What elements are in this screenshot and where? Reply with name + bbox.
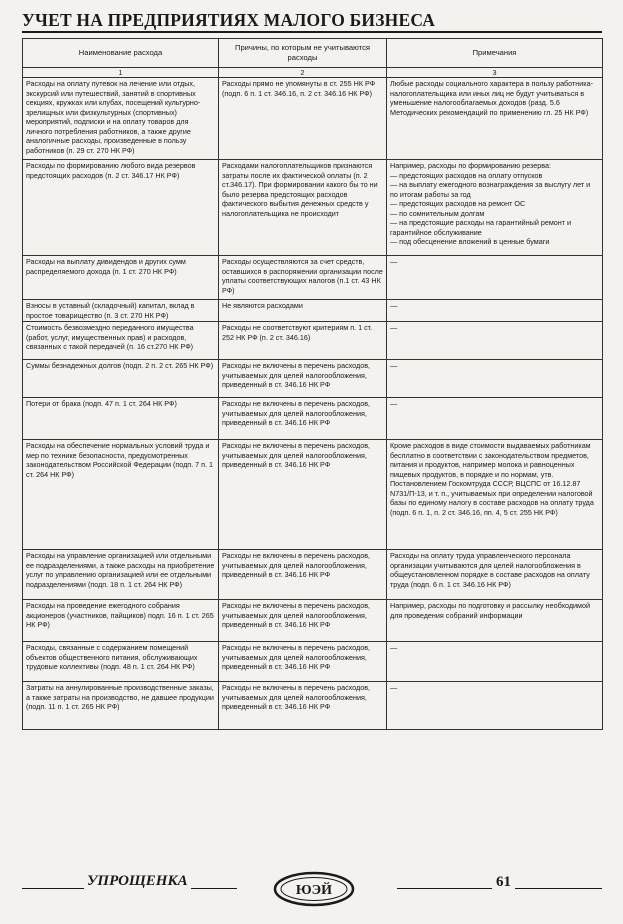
- column-header-notes: Примечания: [387, 39, 603, 68]
- note-cell: —: [387, 398, 603, 440]
- reason-cell: Расходы не включены в перечень расходов, учитываемых для целей налогообложения, приведенный в ст. 346.16 НК РФ: [219, 642, 387, 682]
- column-number: 1: [23, 68, 219, 78]
- table-row: [23, 600, 603, 642]
- expense-name-cell: Расходы, связанные с содержанием помещений объектов общественного питания, обслуживающих трудовые коллективы (подп. 48 п. 1 ст. 264 НК РФ): [23, 642, 219, 682]
- reason-cell: Расходы не включены в перечень расходов, учитываемых для целей налогообложения, приведенный в ст. 346.16 НК РФ: [219, 682, 387, 730]
- table-row: [23, 360, 603, 398]
- note-cell: Кроме расходов в виде стоимости выдаваемых работникам бесплатно в соответствии с законодательством предметов, питания и продуктов, например молока и равноценных пищевых продуктов, в порядке и по нормам, утв. Постановлением Госкомтруда СССР, ВЦСПС от 16.12.87 N731/П-13, и т. п., учитываемых при определении налоговой базы по единому налогу в составе расходов на оплату труда (подп. 6 п. 1, п. 2 ст. 346.16, пп. 4, 5 ст. 255 НК РФ): [387, 440, 603, 550]
- note-cell: —: [387, 642, 603, 682]
- expense-name-cell: Расходы на проведение ежегодного собрания акционеров (участников, пайщиков) подп. 16 п. 1 ст. 265 НК РФ): [23, 600, 219, 642]
- table-row: [23, 642, 603, 682]
- header-rule: [22, 31, 602, 33]
- expense-name-cell: Расходы на оплату путевок на лечение или отдых, экскурсий или путешествий, занятий в спортивных секциях, кружках или клубах, посещений культурно-зрелищных или физкультурных (спортивных) мероприятий, подписки и на оплату товаров для личного потребления работников, а также другие аналогичные расходы, произведенные в пользу работников (п. 29 ст. 270 НК РФ): [23, 78, 219, 160]
- expense-name-cell: Расходы на управление организацией или отдельными ее подразделениями, а также расходы на приобретение услуг по управлению организацией или ее отдельными подразделениями (подп. 18 п. 1 ст. 264 НК РФ): [23, 550, 219, 600]
- column-number: 2: [219, 68, 387, 78]
- reason-cell: Не являются расходами: [219, 300, 387, 322]
- table-row: [23, 398, 603, 440]
- table-row: [23, 160, 603, 256]
- note-cell: —: [387, 322, 603, 360]
- note-cell: —: [387, 682, 603, 730]
- reason-cell: Расходы осуществляются за счет средств, оставшихся в распоряжении организации после уплаты соответствующих налогов (п.1 ст. 43 НК РФ): [219, 256, 387, 300]
- note-cell: Любые расходы социального характера в пользу работника-налогоплательщика или иных лиц не будут учитываться в уменьшение налогооблагаемых доходов (разд. 5.6 Методических рекомендаций по применению гл. 25 НК РФ): [387, 78, 603, 160]
- table-header-row: [23, 39, 603, 68]
- table-row: [23, 300, 603, 322]
- column-header-reasons: Причины, по которым не учитываются расходы: [219, 39, 387, 68]
- column-number: 3: [387, 68, 603, 78]
- note-cell: Например, расходы по подготовку и рассылку необходимой для проведения собраний информации: [387, 600, 603, 642]
- reason-cell: Расходы не включены в перечень расходов, учитываемых для целей налогообложения, приведенный в ст. 346.16 НК РФ: [219, 600, 387, 642]
- column-header-expense: Наименование расхода: [23, 39, 219, 68]
- table-row: [23, 256, 603, 300]
- page-header: [22, 10, 602, 32]
- table-row: [23, 550, 603, 600]
- table-row: [23, 682, 603, 730]
- expense-name-cell: Потери от брака (подп. 47 п. 1 ст. 264 НК РФ): [23, 398, 219, 440]
- logo-text: ЮЭЙ: [295, 883, 333, 898]
- note-cell: —: [387, 256, 603, 300]
- table-row: [23, 322, 603, 360]
- expense-name-cell: Взносы в уставный (складочный) капитал, вклад в простое товарищество (п. 3 ст. 270 НК РФ): [23, 300, 219, 322]
- reason-cell: Расходы не включены в перечень расходов, учитываемых для целей налогообложения, приведенный в ст. 346.16 НК РФ: [219, 440, 387, 550]
- reason-cell: Расходами налогоплательщиков признаются затраты после их фактической оплаты (п. 2 ст.346.17). При формировании какого бы то ни было резерва предстоящих расходов фактического выбытия денежных средств у налогоплательщика не происходит: [219, 160, 387, 256]
- note-cell: Расходы на оплату труда управленческого персонала организации учитываются для целей налогообложения в общеустановленном порядке в составе расходов на оплату труда (подп. 6 п. 1 ст. 346.16 НК РФ): [387, 550, 603, 600]
- publisher-logo: [272, 870, 356, 908]
- note-cell: —: [387, 300, 603, 322]
- reason-cell: Расходы прямо не упомянуты в ст. 255 НК РФ (подп. 6 п. 1 ст. 346.16, п. 2 ст. 346.16 НК РФ): [219, 78, 387, 160]
- reason-cell: Расходы не включены в перечень расходов, учитываемых для целей налогообложения, приведенный в ст. 346.16 НК РФ: [219, 398, 387, 440]
- reason-cell: Расходы не соответствуют критериям п. 1 ст. 252 НК РФ (п. 2 ст. 346.16): [219, 322, 387, 360]
- note-cell: —: [387, 360, 603, 398]
- column-number-row: [23, 68, 603, 78]
- expense-name-cell: Суммы безнадежных долгов (подп. 2 п. 2 ст. 265 НК РФ): [23, 360, 219, 398]
- expense-name-cell: Затраты на аннулированные производственные заказы, а также затраты на производство, не давшее продукции (подп. 11 п. 1 ст. 265 НК РФ): [23, 682, 219, 730]
- note-cell: Например, расходы по формированию резерва: — предстоящих расходов на оплату отпусков — на выплату ежегодного вознаграждения за выслугу лет и по итогам работы за год — предстоящих расходов на ремонт ОС — по сомнительным долгам — на предстоящие расходы на гарантийный ремонт и гарантийное обслуживание — под обесценение вложений в ценные бумаги: [387, 160, 603, 256]
- expenses-table: [22, 38, 603, 730]
- table-row: [23, 440, 603, 550]
- page-footer: [22, 868, 602, 912]
- expense-name-cell: Стоимость безвозмездно переданного имущества (работ, услуг, имущественных прав) и расходов, связанных с такой передачей (п. 16 ст.270 НК РФ): [23, 322, 219, 360]
- page-number: 61: [492, 874, 515, 891]
- magazine-name: УПРОЩЕНКА: [84, 873, 191, 890]
- expense-name-cell: Расходы на выплату дивидендов и других сумм распределяемого дохода (п. 1 ст. 270 НК РФ): [23, 256, 219, 300]
- table-row: [23, 78, 603, 160]
- expense-name-cell: Расходы на обеспечение нормальных условий труда и мер по технике безопасности, предусмотренных законодательством Российской Федерации (подп. 7 п. 1 ст. 264 НК РФ): [23, 440, 219, 550]
- expense-name-cell: Расходы по формированию любого вида резервов предстоящих расходов (п. 2 ст. 346.17 НК РФ): [23, 160, 219, 256]
- reason-cell: Расходы не включены в перечень расходов, учитываемых для целей налогообложения, приведенный в ст. 346.16 НК РФ: [219, 360, 387, 398]
- page-title: УЧЕТ НА ПРЕДПРИЯТИЯХ МАЛОГО БИЗНЕСА: [22, 10, 436, 30]
- reason-cell: Расходы не включены в перечень расходов, учитываемых для целей налогообложения, приведенный в ст. 346.16 НК РФ: [219, 550, 387, 600]
